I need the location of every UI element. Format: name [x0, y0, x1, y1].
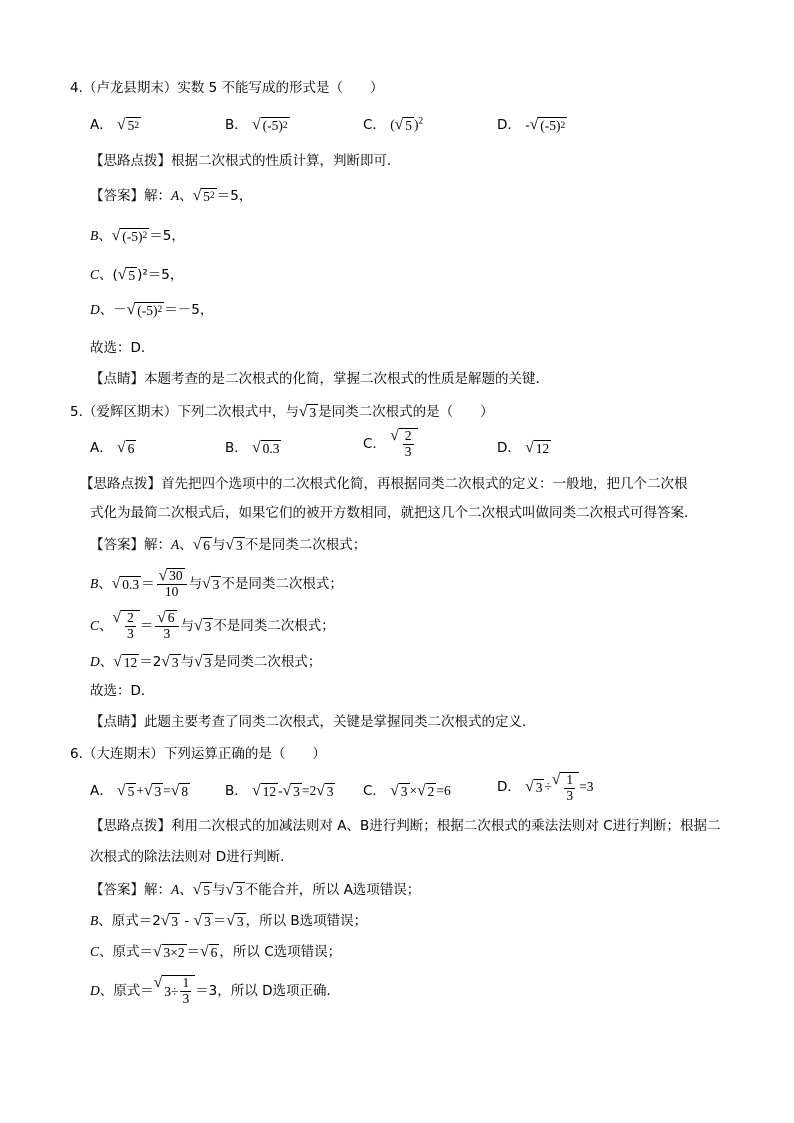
q5-answer-d: D、 √ 12 ＝2 √ 3 与 √ 3 是同类二次根式；: [90, 653, 322, 670]
q5-note: 【点睛】此题主要考查了同类二次根式，关键是掌握同类二次根式的定义．: [90, 714, 536, 730]
q5-choose: 故选：D．: [90, 683, 155, 699]
q6-answer-a: 【答案】解：A、 √ 5 与 √ 3 不能合并，所以 A选项错误；: [90, 881, 421, 898]
q4-answer-a: 【答案】解：A、 √ 5 2 ＝5，: [90, 187, 253, 204]
q4-option-b[interactable]: B． √ (-5) 2: [225, 115, 288, 133]
q5-answer-c: C、 √ $\frac{2}{3}$ ＝ √ 6 3 与 √ 3 不是同类二次根式；: [90, 609, 335, 641]
q6-option-d[interactable]: D． √ 3 ÷ √ $\frac{1}{3}$ =3: [497, 771, 594, 803]
q6-option-b[interactable]: B． √ 12 - √ 3 =2 √ 3: [225, 782, 334, 800]
q6-answer-b: B、原式＝2 √ 3 - √ 3 ＝ √ 3 ，所以 B选项错误；: [90, 912, 368, 929]
q5-answer-b: B、 √ 0.3 ＝ √ 30 10 与 √ 3 不是同类二次根式；: [90, 567, 343, 599]
q6-option-c[interactable]: C． √ 3 × √ 2 =6: [363, 782, 451, 800]
q4-option-c[interactable]: C． ( √ 5 )$^2$: [363, 116, 424, 134]
q5-hint-line2: 式化为最简二次根式后，如果它们的被开方数相同，就把这几个二次根式叫做同类二次根式可得答案．: [90, 505, 698, 521]
q6-answer-c: C、原式＝ √ 3×2 ＝ √ 6 ，所以 C选项错误；: [90, 943, 342, 960]
q5-answer-a: 【答案】解：A、 √ 6 与 √ 3 不是同类二次根式；: [90, 536, 367, 553]
q5-option-c[interactable]: C． √ $\frac{2}{3}$: [363, 428, 418, 460]
q4-note: 【点睛】本题考查的是二次根式的化简，掌握二次根式的性质是解题的关键．: [90, 371, 549, 387]
q5-stem: 5.（爱辉区期末）下列二次根式中，与 √ 3 是同类二次根式的是（ ）: [70, 403, 494, 420]
q6-hint-line1: 【思路点拨】利用二次根式的加减法则对 A、B进行判断；根据二次根式的乘法法则对 C进行判断；根据二: [90, 818, 721, 834]
q4-answer-b: B、 √ (-5) 2 ＝5，: [90, 227, 185, 244]
q6-option-a[interactable]: A． √ 5 + √ 3 = √ 8: [90, 782, 189, 800]
q5-option-d[interactable]: D． √ 12: [497, 438, 550, 456]
q5-hint-line1: 【思路点拨】首先把四个选项中的二次根式化简，再根据同类二次根式的定义：一般地，把几个二次根: [80, 476, 688, 492]
q6-stem: 6.（大连期末）下列运算正确的是（ ）: [70, 746, 326, 762]
q4-stem: 4.（卢龙县期末）实数 5 不能写成的形式是（ ）: [70, 80, 384, 96]
q4-option-d[interactable]: D． - √ (-5) 2: [497, 116, 566, 134]
q4-hint: 【思路点拨】根据二次根式的性质计算，判断即可．: [90, 153, 401, 169]
q4-answer-d: D、－ √ (-5) 2 ＝－5，: [90, 301, 214, 318]
q4-choose: 故选：D．: [90, 340, 155, 356]
q5-option-a[interactable]: A． √ 6: [90, 438, 135, 456]
q5-option-b[interactable]: B． √ 0.3: [225, 438, 280, 456]
q4-answer-c: C、( √ 5 )²＝5，: [90, 266, 184, 283]
q6-answer-d: D、原式＝ √ 3÷ $\frac{1}{3}$ ＝3，所以 D选项正确．: [90, 974, 340, 1006]
q4-option-a[interactable]: A． √ 5 2: [90, 115, 140, 133]
q6-hint-line2: 次根式的除法法则对 D进行判断．: [90, 849, 294, 865]
